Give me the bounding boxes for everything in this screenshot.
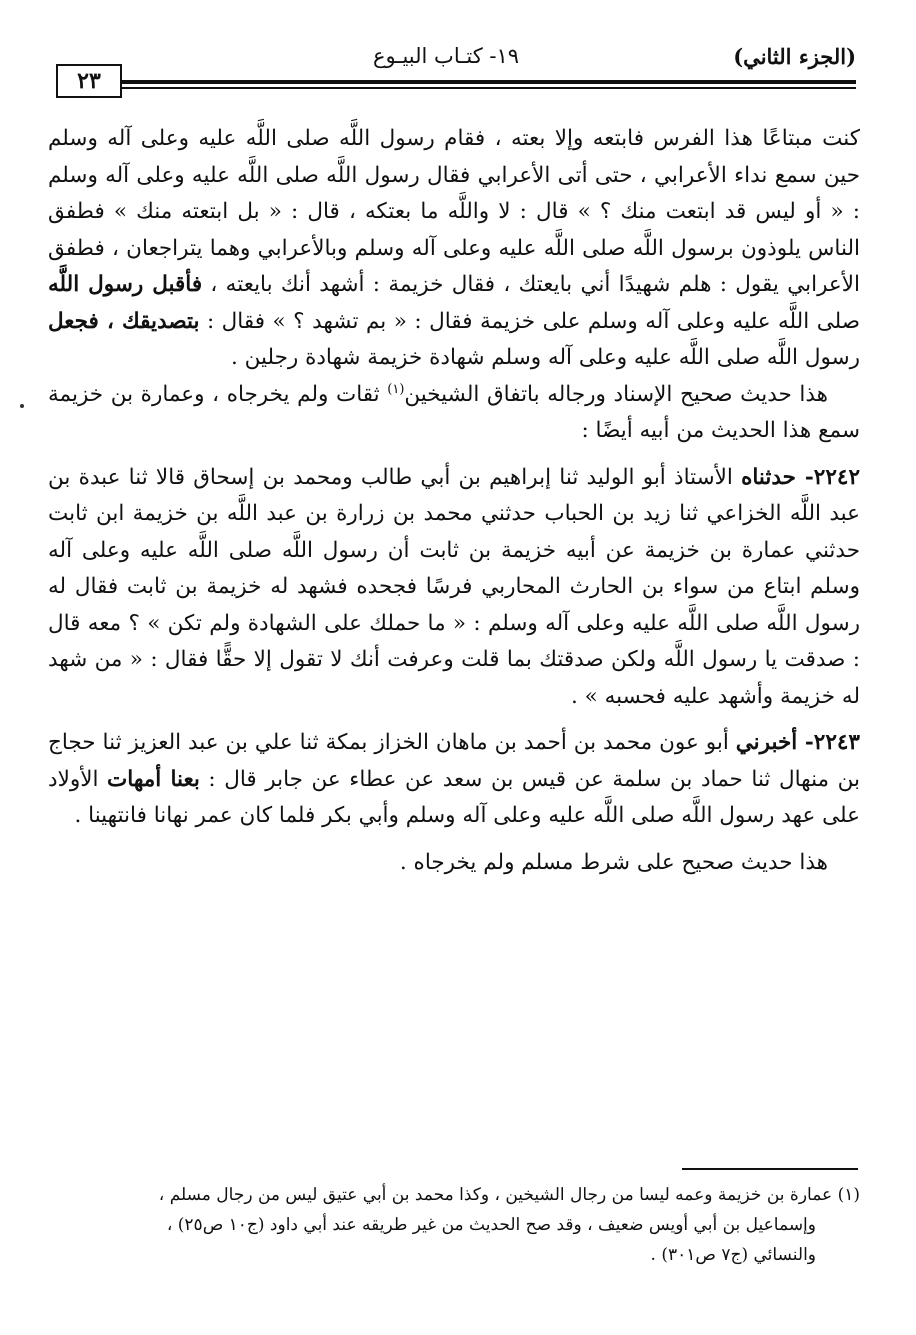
hadith-text: الأولاد على عهد رسول اللَّه صلى اللَّه عليه وعلى آله وسلم وأبي بكر فلما كان عمر نهانا فانتهينا . bbox=[48, 766, 860, 828]
header-rule-thick bbox=[120, 80, 856, 84]
footnote-line-2: وإسماعيل بن أبي أويس ضعيف ، وقد صح الحديث من غير طريقه عند أبي داود (ج١٠ ص٢٥) ، bbox=[166, 1215, 816, 1235]
page-number: ٢٣ bbox=[77, 68, 101, 94]
margin-dot bbox=[20, 404, 24, 408]
closing-note: هذا حديث صحيح على شرط مسلم ولم يخرجاه . bbox=[399, 849, 828, 875]
bold-span: فأقبل رسول اللَّه bbox=[48, 272, 203, 297]
volume-label: (الجزء الثاني) bbox=[733, 44, 856, 69]
text-span: رسول اللَّه صلى اللَّه عليه وعلى آله وسلم شهادة خزيمة شهادة رجلين . bbox=[230, 345, 860, 370]
hadith-2243 bbox=[48, 725, 860, 835]
footnote-line-1: (١) عمارة بن خزيمة وعمه ليسا من رجال الشيخين ، وكذا محمد بن أبي عتيق ليس من رجال مسلم ، bbox=[158, 1185, 860, 1205]
chapter-title: ١٩- كتـاب البيـوع bbox=[372, 44, 520, 68]
footnote-line-3: والنسائي (ج٧ ص٣٠١) . bbox=[650, 1245, 816, 1265]
footnote-separator bbox=[682, 1168, 858, 1170]
footnote bbox=[48, 1180, 860, 1270]
text-span: صلى اللَّه عليه وعلى آله وسلم على خزيمة فقال : « بم تشهد ؟ » فقال : bbox=[199, 308, 860, 334]
paragraph-1 bbox=[48, 121, 860, 377]
hadith-number: ٢٢٤٢- bbox=[795, 464, 860, 490]
header-rule-thin bbox=[120, 87, 856, 89]
bold-span: بعنا أمهات bbox=[107, 766, 200, 792]
text-span: كنت مبتاعًا هذا الفرس فابتعه وإلا بعته ، فقام رسول اللَّه صلى اللَّه عليه وعلى آله وسلم حين سمع نداء الأعرابي ، حتى أتى الأعرابي فقال رسول اللَّه صلى اللَّه عليه وعلى آله وسلم : « أو ليس قد ابتعت منك ؟ » قال : لا واللَّه ما بعتكه ، قال : « بل ابتعته منك » فطفق الناس يلوذون برسول اللَّه صلى اللَّه عليه وعلى آله وسلم وبالأعرابي وهما يتراجعان ، فطفق الأعرابي يقول : هلم شهيدًا أني بايعتك ، فقال خزيمة : أشهد أنك بايعته ، bbox=[48, 126, 861, 297]
page-header bbox=[56, 42, 856, 98]
bold-span: بتصديقك ، فجعل bbox=[48, 308, 200, 334]
text-span: ثقات ولم يخرجاه ، وعمارة بن خزيمة سمع هذا الحديث من أبيه أيضًا : bbox=[48, 381, 860, 443]
paragraph-2 bbox=[48, 377, 860, 450]
hadith-lead: حدثناه bbox=[741, 464, 796, 490]
hadith-number: ٢٢٤٣- bbox=[797, 730, 860, 755]
text-span: هذا حديث صحيح الإسناد ورجاله باتفاق الشيخين bbox=[404, 381, 828, 407]
footnote-ref: (١) bbox=[387, 381, 405, 397]
hadith-2242 bbox=[48, 460, 860, 716]
page-number-box bbox=[56, 64, 122, 98]
hadith-text: أبو عون محمد بن أحمد بن ماهان الخزاز بمكة ثنا علي بن عبد العزيز ثنا حجاج بن منهال ثنا حماد بن سلمة عن قيس بن سعد عن عطاء عن جابر قال : bbox=[48, 730, 860, 792]
hadith-text: الأستاذ أبو الوليد ثنا إبراهيم بن أبي طالب ومحمد بن إسحاق قالا ثنا عبدة بن عبد اللَّه الخزاعي ثنا زيد بن الحباب حدثني محمد بن زرارة بن عبد اللَّه بن خزيمة ابن ثابت حدثني عمارة بن خزيمة عن أبيه خزيمة بن ثابت أن رسول اللَّه صلى اللَّه عليه وعلى آله وسلم ابتاع من سواء بن الحارث المحاربي فرسًا فجحده فشهد له خزيمة بن ثابت فقال له رسول اللَّه صلى اللَّه عليه وعلى آله وسلم : « ما حملك على الشهادة ولم تكن » ؟ معه قال : صدقت يا رسول اللَّه ولكن صدقتك بما قلت وعرفت أنك لا تقول إلا حقًّا فقال : « من شهد له خزيمة وأشهد عليه فحسبه » . bbox=[48, 464, 860, 709]
main-text bbox=[48, 121, 860, 881]
hadith-lead: أخبرني bbox=[735, 730, 798, 755]
